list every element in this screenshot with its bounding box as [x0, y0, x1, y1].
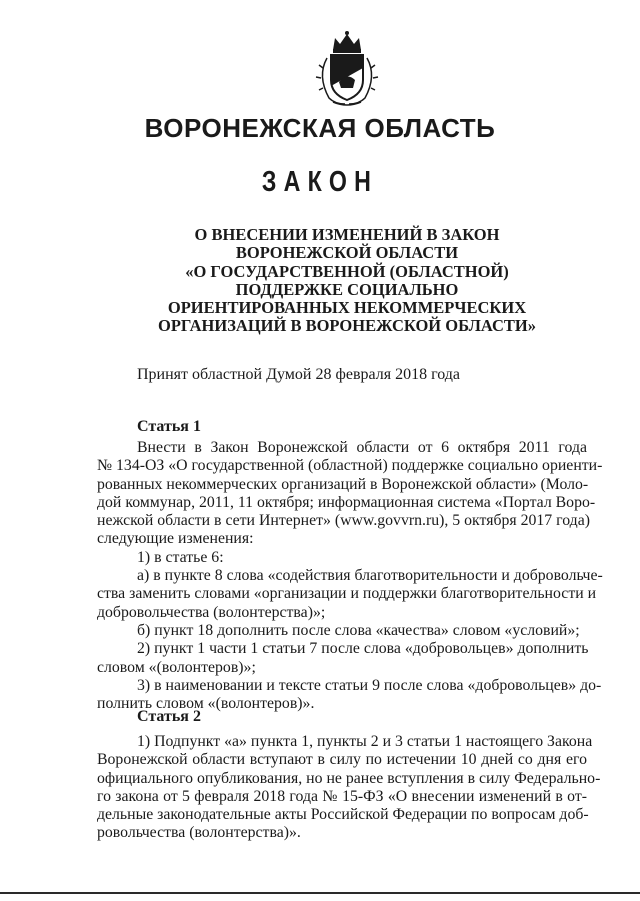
- text-line: полнить словом «(волонтеров)».: [97, 695, 315, 713]
- coat-of-arms-icon: [309, 28, 385, 108]
- document-type: ЗАКОН: [261, 166, 379, 198]
- text-line: ровольчества (волонтерства)».: [97, 824, 301, 842]
- text-line: Внести в Закон Воронежской области от 6 октября 2011 года: [137, 439, 587, 456]
- law-title-line: ВОРОНЕЖСКОЙ ОБЛАСТИ: [235, 243, 459, 263]
- text-line: дельные законодательные акты Российской Федерации по вопросам доб-: [97, 806, 589, 824]
- law-title-line: ПОДДЕРЖКЕ СОЦИАЛЬНО: [235, 279, 459, 299]
- page-edge-divider: [0, 892, 640, 894]
- text-line: ства заменить словами «организации и поддержки благотворительности и: [97, 585, 597, 603]
- text-line: а) в пункте 8 слова «содействия благотворительности и добровольче-: [137, 567, 603, 585]
- law-title-line: «О ГОСУДАРСТВЕННОЙ (ОБЛАСТНОЙ): [185, 261, 509, 281]
- text-line: следующие изменения:: [97, 530, 254, 548]
- text-line: рованных некоммерческих организаций в Воронежской области» (Моло-: [97, 475, 589, 493]
- text-line: 1) в статье 6:: [137, 548, 224, 566]
- text-line: 1) Подпункт «а» пункта 1, пункты 2 и 3 статьи 1 настоящего Закона: [137, 733, 593, 750]
- article-1-heading: Статья 1: [137, 418, 201, 435]
- article-2-heading: Статья 2: [137, 708, 201, 725]
- text-line: б) пункт 18 дополнить после слова «качества» словом «условий»;: [137, 621, 580, 639]
- law-title-line: ОРГАНИЗАЦИЙ В ВОРОНЕЖСКОЙ ОБЛАСТИ»: [158, 316, 536, 336]
- text-line: 3) в наименовании и тексте статьи 9 после слова «добровольцев» до-: [137, 676, 602, 694]
- article-2-body: [97, 733, 601, 843]
- law-title-line: О ВНЕСЕНИИ ИЗМЕНЕНИЙ В ЗАКОН: [194, 225, 500, 244]
- text-line: Воронежской области вступают в силу по истечении 10 дней со дня его: [97, 751, 587, 769]
- article-1-body: [97, 439, 603, 713]
- region-title: ВОРОНЕЖСКАЯ ОБЛАСТЬ: [144, 113, 496, 143]
- text-line: нежской области в сети Интернет» (www.govvrn.ru), 5 октября 2017 года): [97, 512, 590, 530]
- adoption-note: Принят областной Думой 28 февраля 2018 года: [137, 366, 461, 383]
- text-line: официального опубликования, но не ранее вступления в силу Федерально-: [97, 769, 601, 787]
- text-line: го закона от 5 февраля 2018 года № 15-ФЗ «О внесении изменений в от-: [97, 787, 587, 805]
- text-line: 2) пункт 1 части 1 статьи 7 после слова «добровольцев» дополнить: [137, 640, 589, 658]
- law-title: [150, 226, 544, 336]
- text-line: № 134-ОЗ «О государственной (областной) поддержке социально ориенти-: [97, 457, 603, 475]
- text-line: добровольчества (волонтерства)»;: [97, 603, 326, 621]
- law-title-line: ОРИЕНТИРОВАННЫХ НЕКОММЕРЧЕСКИХ: [167, 298, 527, 318]
- text-line: дой коммунар, 2011, 11 октября; информационная система «Портал Воро-: [97, 493, 596, 511]
- text-line: словом «(волонтеров)»;: [97, 658, 256, 676]
